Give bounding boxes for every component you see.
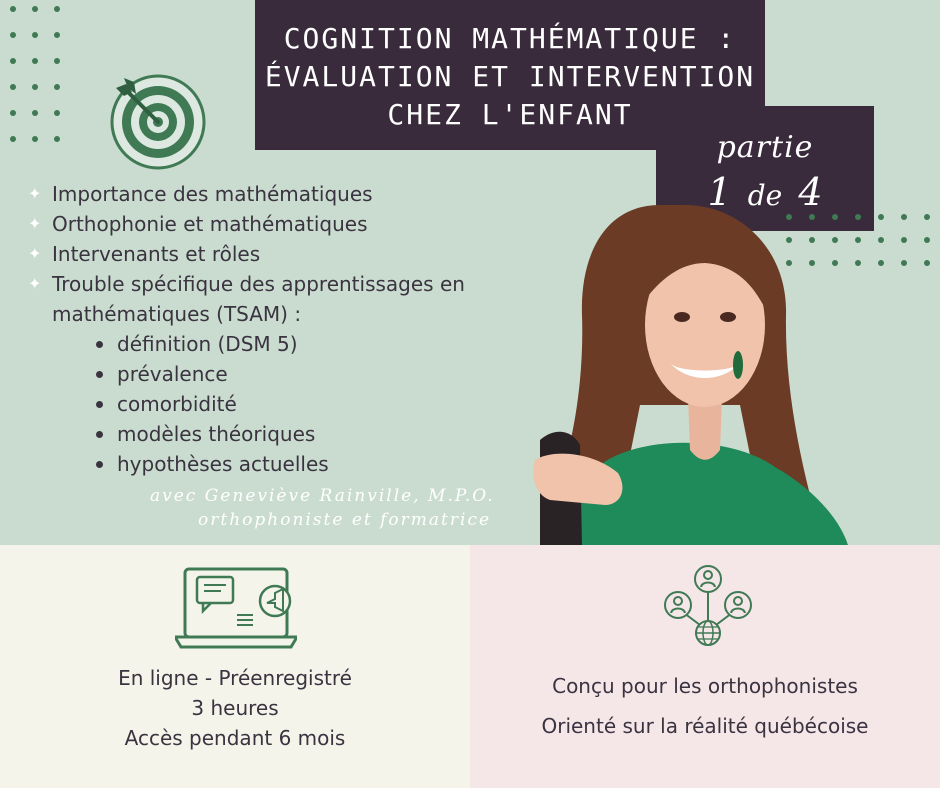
sparkle-icon: ✦	[28, 274, 42, 293]
list-item	[76, 389, 508, 419]
part-word: partie	[716, 130, 814, 165]
format-panel	[0, 545, 470, 788]
subtopic-text: modèles théoriques	[117, 422, 316, 446]
subtopic-text: hypothèses actuelles	[117, 452, 329, 476]
course-title-line-2: ÉVALUATION ET INTERVENTION	[264, 60, 756, 93]
list-item	[28, 209, 508, 239]
instructor-photo	[510, 205, 860, 545]
people-network-icon	[664, 563, 752, 647]
bullet-icon	[96, 371, 103, 378]
instructor-name: avec Geneviève Rainville, M.P.O.	[150, 486, 495, 506]
topic-text: Orthophonie et mathématiques	[52, 212, 368, 236]
bullet-icon	[96, 431, 103, 438]
subtopic-text: définition (DSM 5)	[117, 332, 298, 356]
course-title-line-1: COGNITION MATHÉMATIQUE :	[283, 22, 737, 55]
list-item	[76, 419, 508, 449]
part-current: 1	[707, 170, 732, 214]
subtopic-list	[76, 329, 508, 479]
topic-text: Intervenants et rôles	[52, 242, 261, 266]
topic-text: Trouble spécifique des apprentissages en mathématiques (TSAM) :	[52, 272, 465, 326]
target-arrow-icon	[110, 74, 206, 170]
format-access: Accès pendant 6 mois	[124, 726, 346, 750]
format-duration: 3 heures	[191, 696, 279, 720]
course-title-line-3: CHEZ L'ENFANT	[387, 98, 633, 131]
audience-target: Conçu pour les orthophonistes	[552, 674, 858, 698]
sparkle-icon: ✦	[28, 184, 42, 203]
format-details	[0, 663, 470, 753]
list-item	[28, 179, 508, 209]
list-item	[28, 239, 508, 269]
format-mode: En ligne - Préenregistré	[118, 666, 352, 690]
list-item	[28, 269, 508, 329]
part-separator: de	[747, 179, 783, 212]
bullet-icon	[96, 401, 103, 408]
list-item	[76, 449, 508, 479]
list-item	[76, 359, 508, 389]
topic-text: Importance des mathématiques	[52, 182, 373, 206]
sparkle-icon: ✦	[28, 214, 42, 233]
topic-list	[28, 179, 508, 479]
sparkle-icon: ✦	[28, 244, 42, 263]
part-total: 4	[798, 170, 823, 214]
audience-details	[470, 671, 940, 751]
instructor-role: orthophoniste et formatrice	[198, 510, 492, 530]
instructor-credit	[150, 484, 520, 532]
decorative-dots-left	[10, 6, 60, 142]
bullet-icon	[96, 341, 103, 348]
laptop-chat-icon	[175, 567, 297, 649]
audience-focus: Orienté sur la réalité québécoise	[541, 714, 869, 738]
subtopic-text: comorbidité	[117, 392, 237, 416]
list-item	[76, 329, 508, 359]
audience-panel	[470, 545, 940, 788]
bullet-icon	[96, 461, 103, 468]
subtopic-text: prévalence	[117, 362, 228, 386]
